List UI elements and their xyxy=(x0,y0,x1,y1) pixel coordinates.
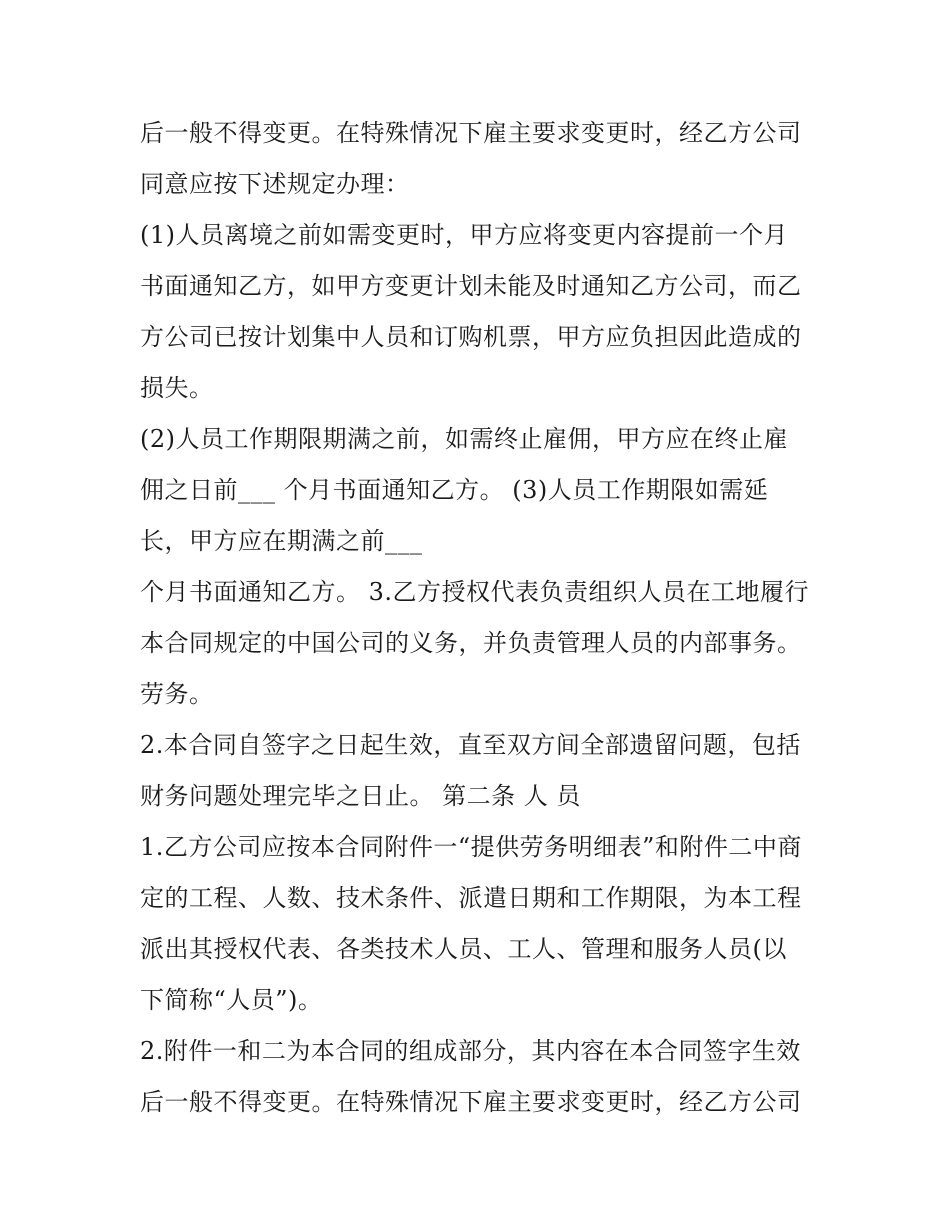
text-line: 本合同规定的中国公司的义务，并负责管理人员的内部事务。 xyxy=(140,629,802,657)
text-line: 定的工程、人数、技术条件、派遣日期和工作期限，为本工程 xyxy=(140,884,802,912)
text-line: 劳务。 xyxy=(140,680,214,708)
text-line: 2.本合同自签字之日起生效，直至双方间全部遗留问题，包括 xyxy=(140,731,801,759)
text-line: 书面通知乙方，如甲方变更计划未能及时通知乙方公司，而乙 xyxy=(140,272,802,300)
text-line: 个月书面通知乙方。 3.乙方授权代表负责组织人员在工地履行 xyxy=(140,578,810,606)
text-line: 同意应按下述规定办理： xyxy=(140,170,410,198)
text-line: 方公司已按计划集中人员和订购机票，甲方应负担因此造成的 xyxy=(140,323,802,351)
text-line: 长，甲方应在期满之前___ xyxy=(140,527,423,555)
text-line: 损失。 xyxy=(140,374,214,402)
contract-text xyxy=(140,108,840,1128)
text-line: 财务问题处理完毕之日止。 第二条 人 员 xyxy=(140,782,581,810)
text-line: 下简称“人员”)。 xyxy=(140,986,323,1014)
text-line: 后一般不得变更。在特殊情况下雇主要求变更时，经乙方公司 xyxy=(140,1088,802,1116)
text-line: 派出其授权代表、各类技术人员、工人、管理和服务人员(以 xyxy=(140,935,787,963)
text-line: (2)人员工作期限期满之前，如需终止雇佣，甲方应在终止雇 xyxy=(140,425,788,453)
text-line: (1)人员离境之前如需变更时，甲方应将变更内容提前一个月 xyxy=(140,221,788,249)
text-line: 后一般不得变更。在特殊情况下雇主要求变更时，经乙方公司 xyxy=(140,119,802,147)
text-line: 1.乙方公司应按本合同附件一“提供劳务明细表”和附件二中商 xyxy=(140,833,802,861)
text-line: 2.附件一和二为本合同的组成部分，其内容在本合同签字生效 xyxy=(140,1037,801,1065)
text-line: 佣之日前___ 个月书面通知乙方。 (3)人员工作期限如需延 xyxy=(140,476,769,504)
